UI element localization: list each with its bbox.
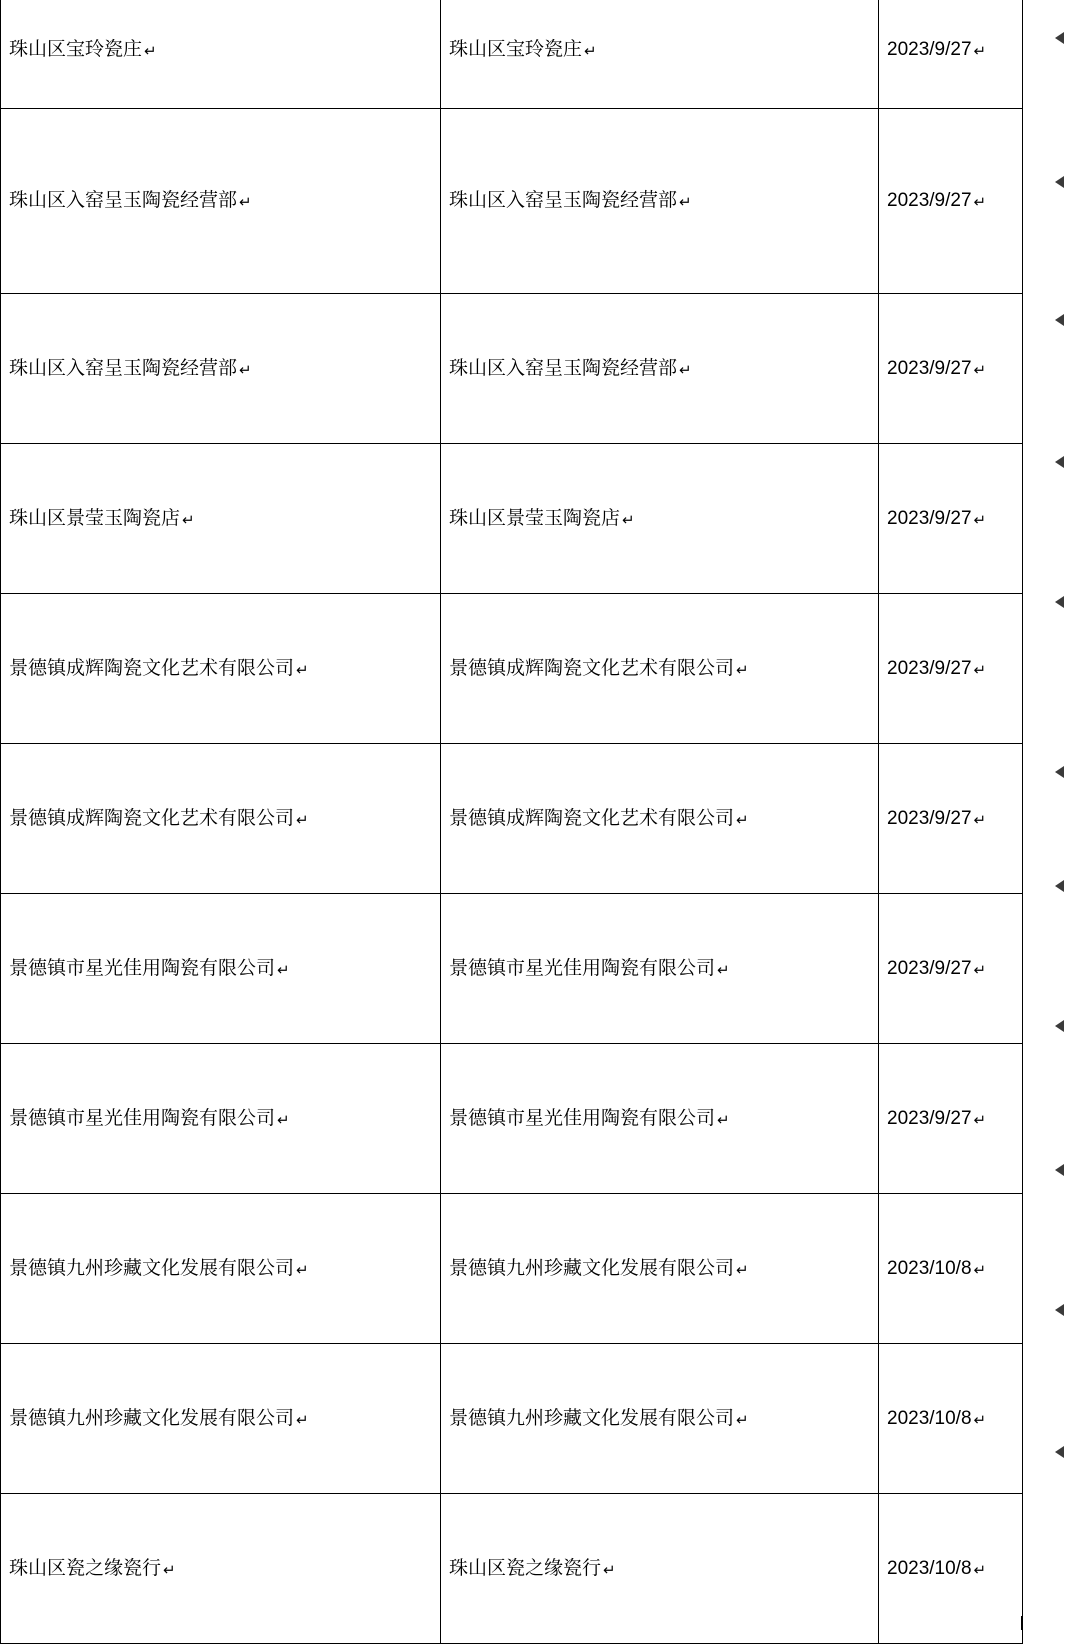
table-row bbox=[1, 0, 1023, 109]
pilcrow-icon: ↵ bbox=[277, 1111, 290, 1129]
company-name-text: 珠山区瓷之缘瓷行 bbox=[9, 1557, 162, 1579]
cell-company-alias bbox=[441, 294, 879, 444]
cell-date bbox=[879, 109, 1023, 294]
table-row bbox=[1, 594, 1023, 744]
row-marker-icon bbox=[1055, 32, 1064, 44]
date-text: 2023/10/8 bbox=[887, 1257, 972, 1279]
pilcrow-icon: ↵ bbox=[584, 42, 597, 60]
row-marker-icon bbox=[1055, 1020, 1064, 1032]
company-name-text: 珠山区入窑呈玉陶瓷经营部 bbox=[9, 190, 238, 212]
date-text: 2023/10/8 bbox=[887, 1407, 972, 1429]
table-row bbox=[1, 444, 1023, 594]
row-marker-icon bbox=[1055, 880, 1064, 892]
pilcrow-icon: ↵ bbox=[973, 1261, 987, 1279]
pilcrow-icon: ↵ bbox=[973, 961, 987, 979]
company-alias-text: 珠山区入窑呈玉陶瓷经营部 bbox=[449, 357, 678, 379]
cell-company-alias bbox=[441, 444, 879, 594]
table-continuation-edge bbox=[0, 1616, 1022, 1630]
company-name-text: 景德镇九州珍藏文化发展有限公司 bbox=[9, 1407, 295, 1429]
pilcrow-icon: ↵ bbox=[679, 361, 692, 379]
cell-company-alias bbox=[441, 1194, 879, 1344]
table-row bbox=[1, 1044, 1023, 1194]
cell-company-alias bbox=[441, 1344, 879, 1494]
pilcrow-icon: ↵ bbox=[973, 1111, 987, 1129]
pilcrow-icon: ↵ bbox=[182, 511, 195, 529]
cell-company-name bbox=[1, 1044, 441, 1194]
company-alias-text: 景德镇九州珍藏文化发展有限公司 bbox=[449, 1407, 735, 1429]
pilcrow-icon: ↵ bbox=[296, 1411, 309, 1429]
cell-company-name bbox=[1, 109, 441, 294]
company-name-text: 景德镇成辉陶瓷文化艺术有限公司 bbox=[9, 657, 295, 679]
pilcrow-icon: ↵ bbox=[973, 811, 987, 829]
pilcrow-icon: ↵ bbox=[239, 361, 252, 379]
row-marker-icon bbox=[1055, 1304, 1064, 1316]
row-marker-icon bbox=[1055, 314, 1064, 326]
company-alias-text: 景德镇市星光佳用陶瓷有限公司 bbox=[449, 957, 716, 979]
company-alias-text: 珠山区入窑呈玉陶瓷经营部 bbox=[449, 190, 678, 212]
company-name-text: 珠山区宝玲瓷庄 bbox=[9, 38, 143, 60]
pilcrow-icon: ↵ bbox=[736, 661, 749, 679]
cell-date bbox=[879, 1194, 1023, 1344]
company-name-text: 景德镇市星光佳用陶瓷有限公司 bbox=[9, 1107, 276, 1129]
company-alias-text: 景德镇九州珍藏文化发展有限公司 bbox=[449, 1257, 735, 1279]
cell-company-alias bbox=[441, 894, 879, 1044]
row-marker-icon bbox=[1055, 766, 1064, 778]
date-text: 2023/9/27 bbox=[887, 957, 972, 979]
cell-company-name bbox=[1, 1194, 441, 1344]
cell-company-name bbox=[1, 594, 441, 744]
table-row bbox=[1, 294, 1023, 444]
pilcrow-icon: ↵ bbox=[144, 42, 157, 60]
cell-date bbox=[879, 744, 1023, 894]
pilcrow-icon: ↵ bbox=[973, 1561, 987, 1579]
date-text: 2023/10/8 bbox=[887, 1557, 972, 1579]
pilcrow-icon: ↵ bbox=[717, 961, 730, 979]
cell-date bbox=[879, 894, 1023, 1044]
table-body bbox=[1, 0, 1023, 1644]
company-alias-text: 珠山区瓷之缘瓷行 bbox=[449, 1557, 602, 1579]
row-marker-icon bbox=[1055, 596, 1064, 608]
date-text: 2023/9/27 bbox=[887, 657, 972, 679]
table-row bbox=[1, 894, 1023, 1044]
table-row bbox=[1, 744, 1023, 894]
pilcrow-icon: ↵ bbox=[736, 1261, 749, 1279]
row-marker-icon bbox=[1055, 456, 1064, 468]
row-marker-icon bbox=[1055, 176, 1064, 188]
pilcrow-icon: ↵ bbox=[679, 194, 692, 212]
cell-date bbox=[879, 594, 1023, 744]
cell-date bbox=[879, 1044, 1023, 1194]
cell-date bbox=[879, 444, 1023, 594]
row-marker-icon bbox=[1055, 1446, 1064, 1458]
pilcrow-icon: ↵ bbox=[973, 194, 987, 212]
table-row bbox=[1, 109, 1023, 294]
pilcrow-icon: ↵ bbox=[717, 1111, 730, 1129]
pilcrow-icon: ↵ bbox=[973, 661, 987, 679]
company-alias-text: 景德镇成辉陶瓷文化艺术有限公司 bbox=[449, 807, 735, 829]
cell-company-name bbox=[1, 0, 441, 109]
pilcrow-icon: ↵ bbox=[973, 511, 987, 529]
company-name-text: 景德镇成辉陶瓷文化艺术有限公司 bbox=[9, 807, 295, 829]
cell-date bbox=[879, 1344, 1023, 1494]
cell-company-name bbox=[1, 444, 441, 594]
pilcrow-icon: ↵ bbox=[163, 1561, 176, 1579]
company-name-text: 景德镇市星光佳用陶瓷有限公司 bbox=[9, 957, 276, 979]
cell-company-name bbox=[1, 1344, 441, 1494]
company-alias-text: 珠山区景莹玉陶瓷店 bbox=[449, 507, 621, 529]
pilcrow-icon: ↵ bbox=[296, 1261, 309, 1279]
cell-company-alias bbox=[441, 0, 879, 109]
company-alias-text: 珠山区宝玲瓷庄 bbox=[449, 38, 583, 60]
cell-company-alias bbox=[441, 744, 879, 894]
cell-date bbox=[879, 294, 1023, 444]
company-alias-text: 景德镇市星光佳用陶瓷有限公司 bbox=[449, 1107, 716, 1129]
cell-company-alias bbox=[441, 1044, 879, 1194]
pilcrow-icon: ↵ bbox=[622, 511, 635, 529]
pilcrow-icon: ↵ bbox=[973, 1411, 987, 1429]
date-text: 2023/9/27 bbox=[887, 357, 972, 379]
row-marker-icon bbox=[1055, 1164, 1064, 1176]
pilcrow-icon: ↵ bbox=[973, 361, 987, 379]
cell-company-alias bbox=[441, 109, 879, 294]
cell-company-name bbox=[1, 294, 441, 444]
company-alias-text: 景德镇成辉陶瓷文化艺术有限公司 bbox=[449, 657, 735, 679]
pilcrow-icon: ↵ bbox=[296, 661, 309, 679]
table-row bbox=[1, 1194, 1023, 1344]
company-name-text: 景德镇九州珍藏文化发展有限公司 bbox=[9, 1257, 295, 1279]
pilcrow-icon: ↵ bbox=[239, 194, 252, 212]
pilcrow-icon: ↵ bbox=[736, 811, 749, 829]
pilcrow-icon: ↵ bbox=[296, 811, 309, 829]
cell-company-name bbox=[1, 744, 441, 894]
pilcrow-icon: ↵ bbox=[973, 42, 987, 60]
cell-date bbox=[879, 0, 1023, 109]
date-text: 2023/9/27 bbox=[887, 507, 972, 529]
pilcrow-icon: ↵ bbox=[736, 1411, 749, 1429]
pilcrow-icon: ↵ bbox=[277, 961, 290, 979]
company-name-text: 珠山区景莹玉陶瓷店 bbox=[9, 507, 181, 529]
date-text: 2023/9/27 bbox=[887, 38, 972, 60]
company-name-text: 珠山区入窑呈玉陶瓷经营部 bbox=[9, 357, 238, 379]
cell-company-alias bbox=[441, 594, 879, 744]
cell-company-name bbox=[1, 894, 441, 1044]
margin-marker-column bbox=[1040, 0, 1074, 1630]
date-text: 2023/9/27 bbox=[887, 807, 972, 829]
date-text: 2023/9/27 bbox=[887, 190, 972, 212]
pilcrow-icon: ↵ bbox=[603, 1561, 616, 1579]
table-row bbox=[1, 1344, 1023, 1494]
date-text: 2023/9/27 bbox=[887, 1107, 972, 1129]
